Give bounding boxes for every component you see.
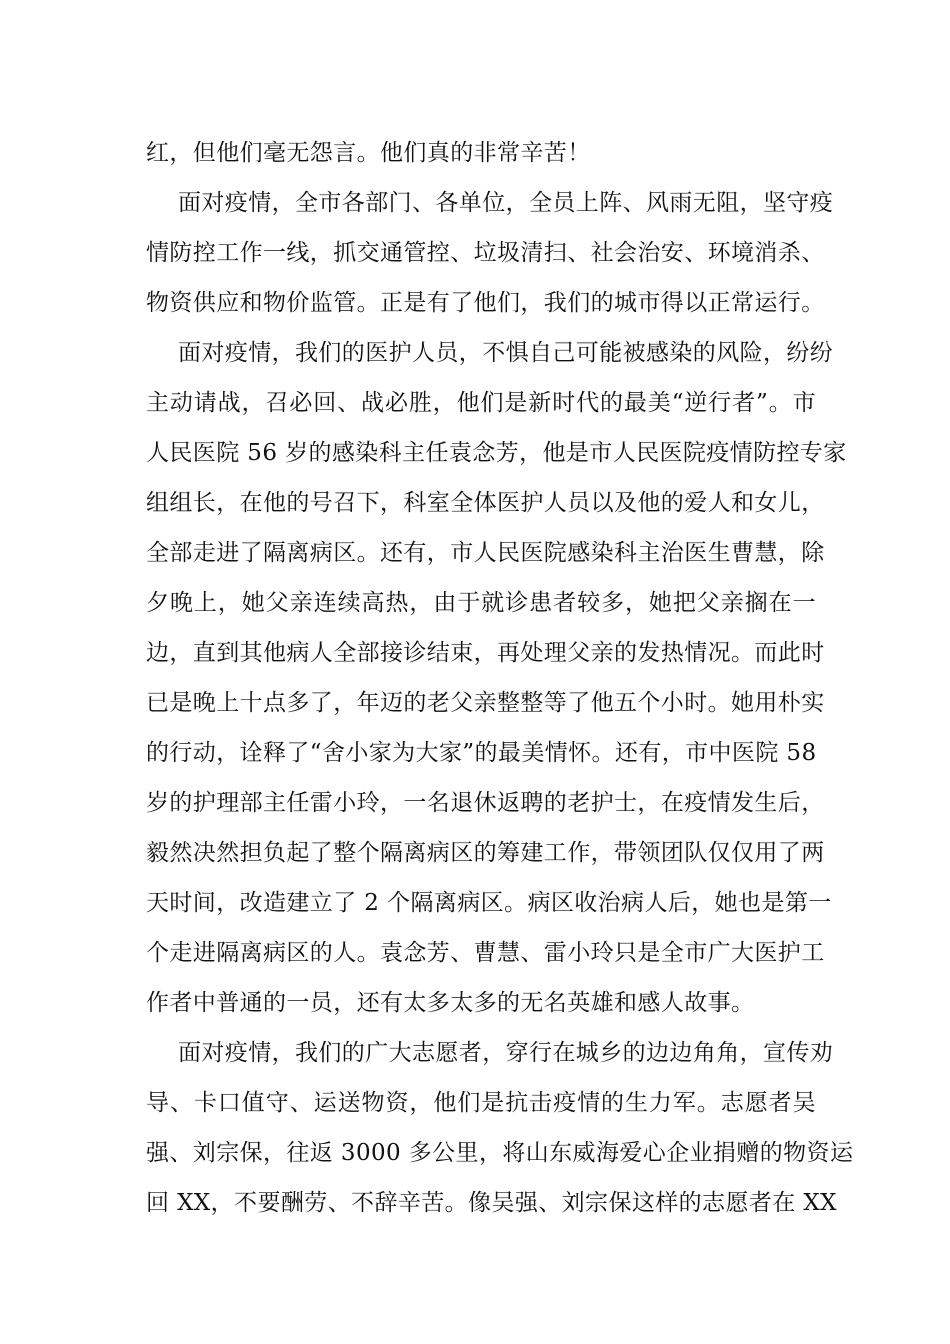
paragraph-start-line: 面对疫情，我们的广大志愿者，穿行在城乡的边边角角，宣传劝 (178, 1040, 834, 1066)
text-line: 物资供应和物价监管。正是有了他们，我们的城市得以正常运行。 (146, 290, 825, 316)
text-line: 的行动，诠释了“舍小家为大家”的最美情怀。还有，市中医院 58 (146, 740, 817, 766)
text-line: 情防控工作一线，抓交通管控、垃圾清扫、社会治安、环境消杀、 (146, 240, 825, 266)
text-line: 全部走进了隔离病区。还有，市人民医院感染科主治医生曹慧，除 (146, 540, 825, 566)
text-line: 岁的护理部主任雷小玲，一名退休返聘的老护士，在疫情发生后， (146, 790, 825, 816)
text-line: 组组长，在他的号召下，科室全体医护人员以及他的爱人和女儿， (146, 490, 825, 516)
text-line: 天时间，改造建立了 2 个隔离病区。病区收治病人后，她也是第一 (146, 890, 832, 916)
text-line: 回 XX，不要酬劳、不辞辛苦。像吴强、刘宗保这样的志愿者在 XX (146, 1190, 837, 1216)
text-line: 人民医院 56 岁的感染科主任袁念芳，他是市人民医院疫情防控专家 (146, 440, 847, 466)
text-line: 毅然决然担负起了整个隔离病区的筹建工作，带领团队仅仅用了两 (146, 840, 825, 866)
text-line: 导、卡口值守、运送物资，他们是抗击疫情的生力军。志愿者吴 (146, 1090, 816, 1116)
paragraph-start-line: 面对疫情，全市各部门、各单位，全员上阵、风雨无阻，坚守疫 (178, 190, 834, 216)
text-line: 已是晚上十点多了，年迈的老父亲整整等了他五个小时。她用朴实 (146, 690, 825, 716)
text-line: 作者中普通的一员，还有太多太多的无名英雄和感人故事。 (146, 990, 755, 1016)
text-line: 主动请战，召必回、战必胜，他们是新时代的最美“逆行者”。市 (146, 390, 816, 416)
text-line: 强、刘宗保，往返 3000 多公里，将山东威海爱心企业捐赠的物资运 (146, 1140, 854, 1166)
text-line: 红，但他们毫无怨言。他们真的非常辛苦！ (146, 140, 591, 166)
paragraph-start-line: 面对疫情，我们的医护人员，不惧自己可能被感染的风险，纷纷 (178, 340, 834, 366)
text-line: 边，直到其他病人全部接诊结束，再处理父亲的发热情况。而此时 (146, 640, 825, 666)
text-line: 个走进隔离病区的人。袁念芳、曹慧、雷小玲只是全市广大医护工 (146, 940, 825, 966)
body-text (146, 128, 854, 1228)
text-line: 夕晚上，她父亲连续高热，由于就诊患者较多，她把父亲搁在一 (146, 590, 816, 616)
